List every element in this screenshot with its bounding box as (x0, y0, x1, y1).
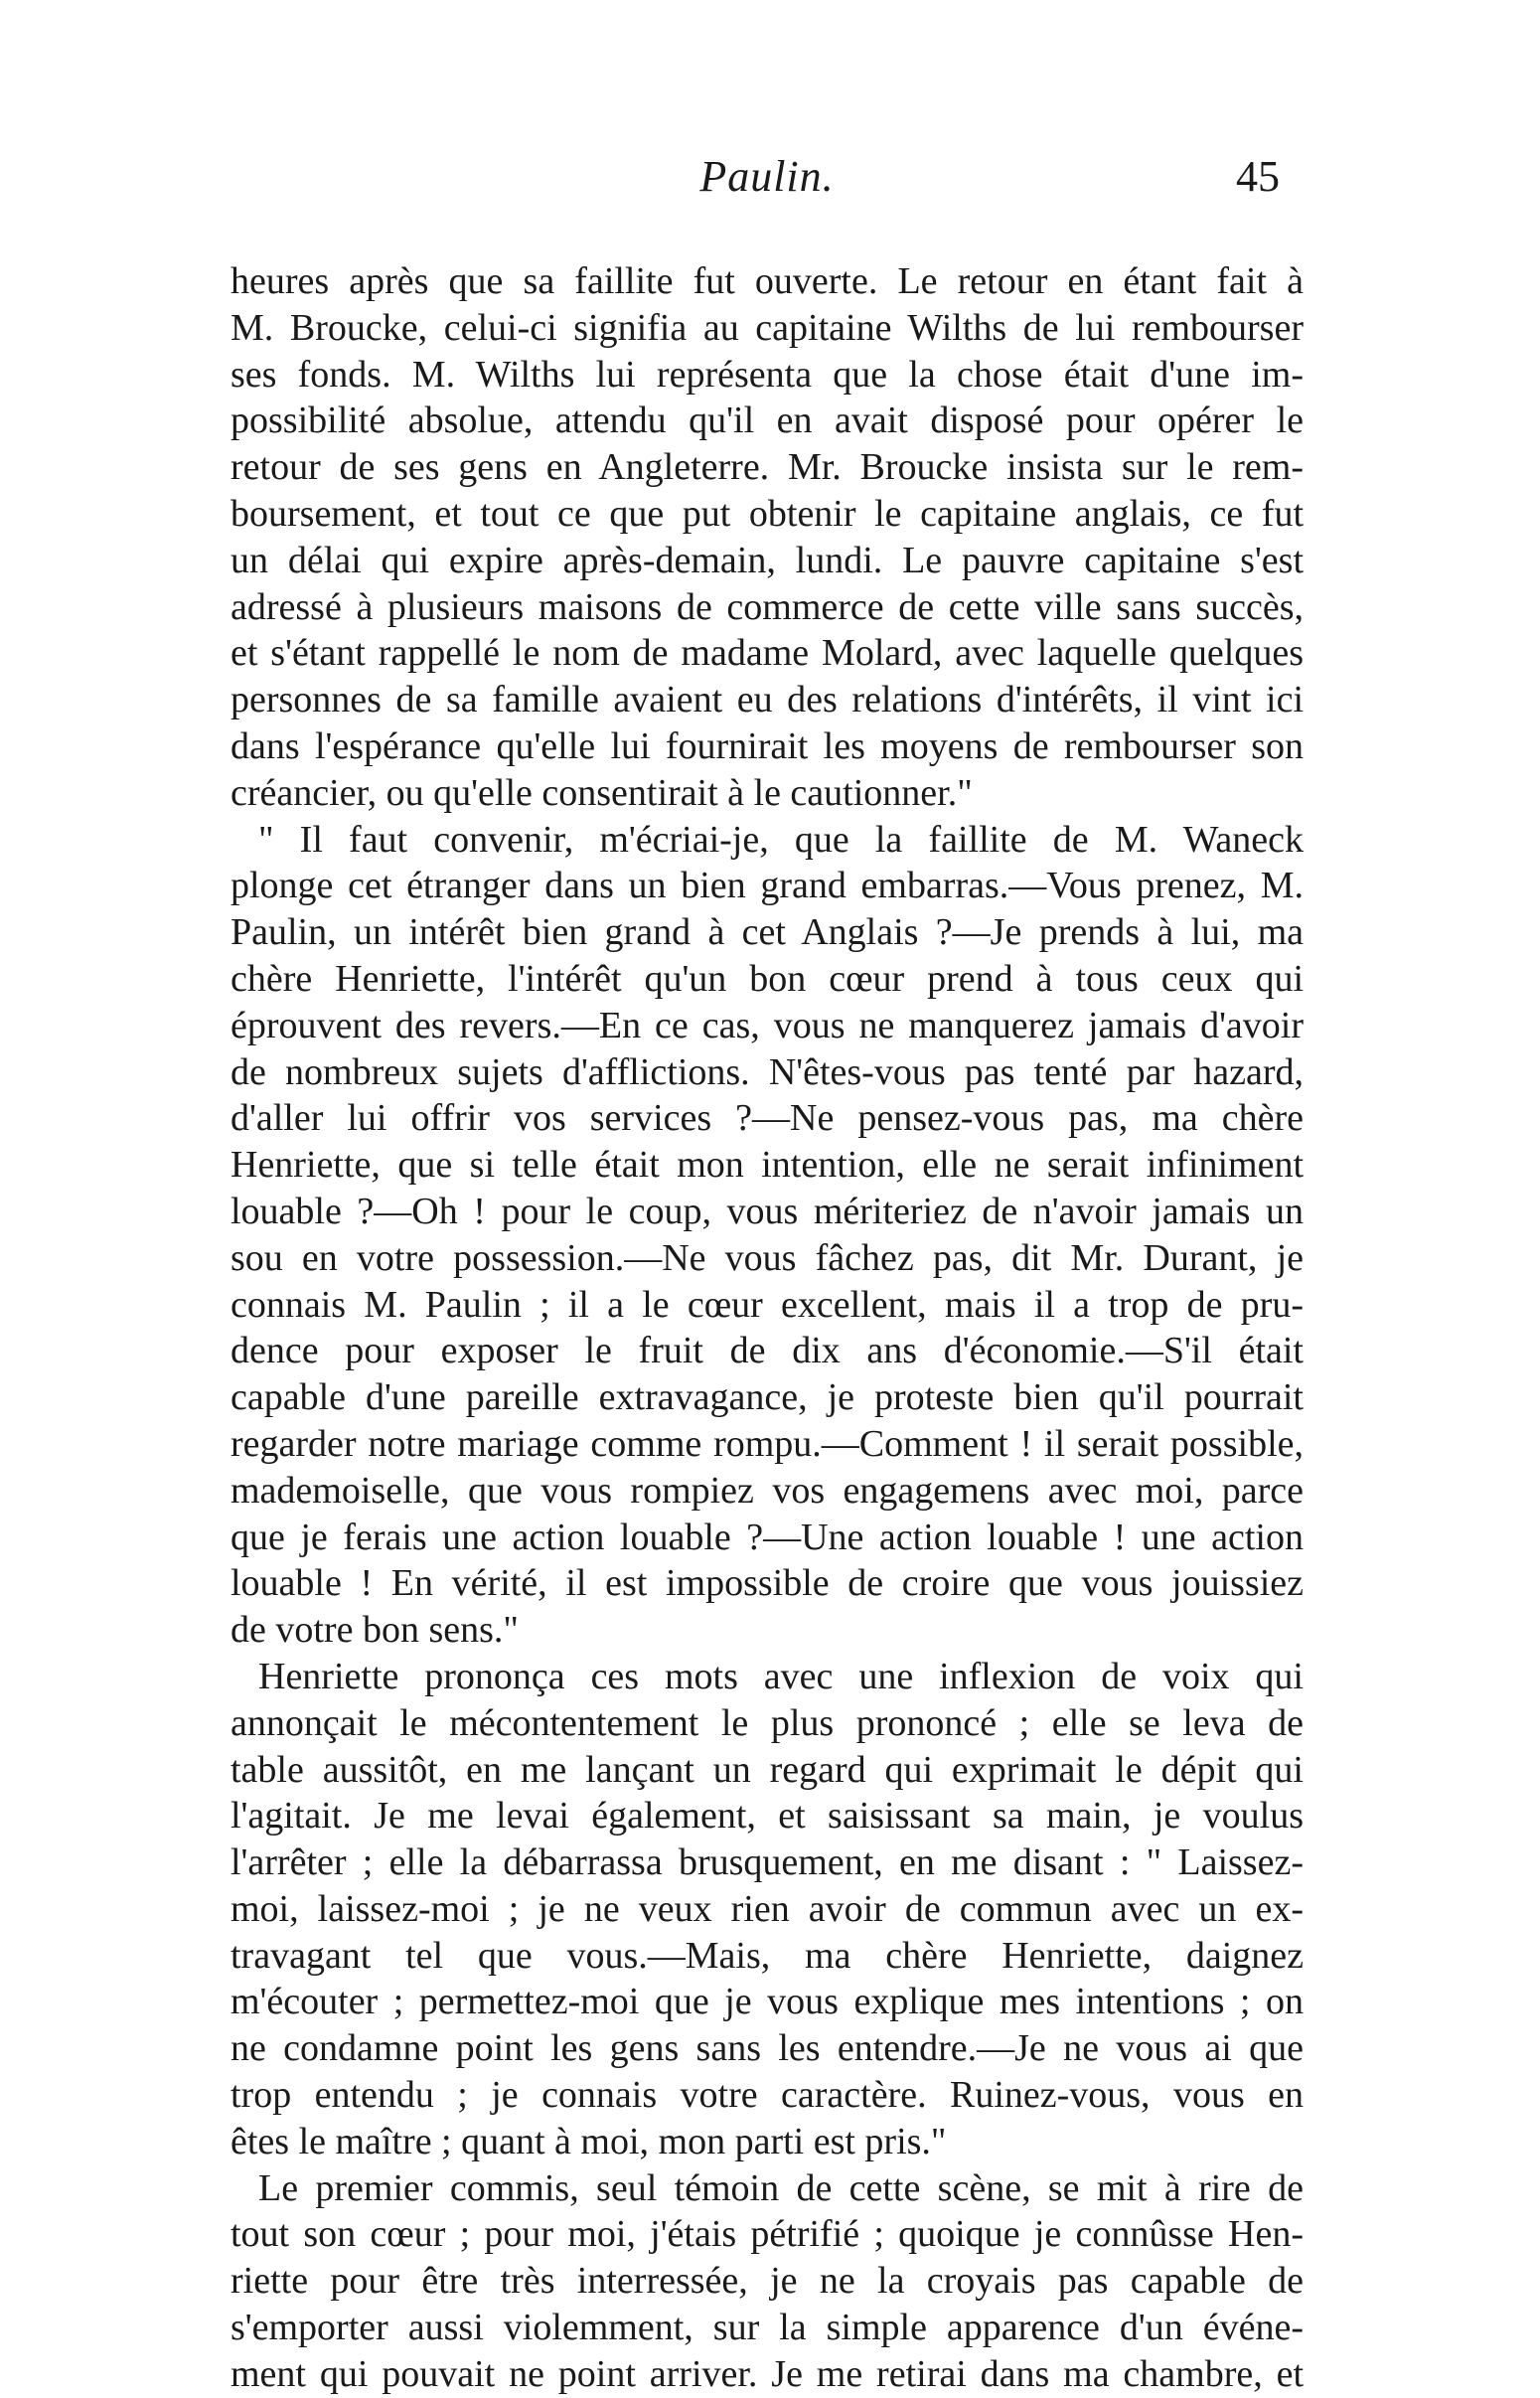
text-line: que je ferais une action louable ?—Une action louable ! une action (231, 1516, 1304, 1558)
text-line: plonge cet étranger dans un bien grand embarras.—Vous prenez, M. (231, 865, 1304, 907)
text-line: l'agitait. Je me levai également, et saisissant sa main, je voulus (231, 1795, 1304, 1838)
text-line: Henriette, que si telle était mon intention, elle ne serait infiniment (231, 1144, 1304, 1187)
text-line: dans l'espérance qu'elle lui fournirait les moyens de rembourser son (231, 724, 1304, 767)
text-line: Henriette prononça ces mots avec une inflexion de voix qui (258, 1655, 1304, 1697)
text-line: adressé à plusieurs maisons de commerce de cette ville sans succès, (231, 585, 1304, 628)
text-line: Le premier commis, seul témoin de cette scène, se mit à rire de (258, 2166, 1304, 2209)
text-line: louable ! En vérité, il est impossible de croire que vous jouissiez (231, 1562, 1304, 1605)
text-line: possibilité absolue, attendu qu'il en avait disposé pour opérer le (231, 400, 1304, 442)
text-line: un délai qui expire après-demain, lundi. Le pauvre capitaine s'est (231, 539, 1304, 581)
text-line: riette pour être très interressée, je ne la croyais pas capable de (231, 2260, 1304, 2303)
text-line: M. Broucke, celui-ci signifia au capitaine Wilths de lui rembourser (231, 306, 1304, 349)
text-line: l'arrêter ; elle la débarrassa brusquement, en me disant : " Laissez- (231, 1841, 1304, 1884)
text-line: ment qui pouvait ne point arriver. Je me retirai dans ma chambre, et (231, 2352, 1304, 2395)
body-text (231, 258, 1304, 2398)
text-line: louable ?—Oh ! pour le coup, vous mériteriez de n'avoir jamais un (231, 1190, 1304, 1232)
text-line: capable d'une pareille extravagance, je proteste bien qu'il pourrait (231, 1376, 1304, 1419)
text-line: dence pour exposer le fruit de dix ans d'économie.—S'il était (231, 1330, 1304, 1372)
text-line: personnes de sa famille avaient eu des relations d'intérêts, il vint ici (231, 679, 1304, 721)
text-line: annonçait le mécontentement le plus prononcé ; elle se leva de (231, 1701, 1304, 1744)
text-line: boursement, et tout ce que put obtenir le capitaine anglais, ce fut (231, 492, 1304, 535)
running-title: Paulin. (699, 152, 835, 201)
text-line: de nombreux sujets d'afflictions. N'êtes-vous pas tenté par hazard, (231, 1050, 1304, 1093)
text-line: chère Henriette, l'intérêt qu'un bon cœur prend à tous ceux qui (231, 957, 1304, 1000)
text-line: retour de ses gens en Angleterre. Mr. Broucke insista sur le rem- (231, 446, 1304, 489)
text-line: ne condamne point les gens sans les entendre.—Je ne vous ai que (231, 2027, 1304, 2070)
text-line: de votre bon sens." (231, 1609, 519, 1652)
text-line: moi, laissez-moi ; je ne veux rien avoir de commun avec un ex- (231, 1887, 1304, 1930)
text-line: tout son cœur ; pour moi, j'étais pétrifié ; quoique je connûsse Hen- (231, 2213, 1304, 2256)
text-line: d'aller lui offrir vos services ?—Ne pensez-vous pas, ma chère (231, 1097, 1304, 1140)
text-line: ses fonds. M. Wilths lui représenta que la chose était d'une im- (231, 353, 1304, 396)
text-line: s'emporter aussi violemment, sur la simple apparence d'un événe- (231, 2307, 1304, 2349)
text-line: table aussitôt, en me lançant un regard qui exprimait le dépit qui (231, 1748, 1304, 1791)
running-head (231, 149, 1304, 209)
text-line: éprouvent des revers.—En ce cas, vous ne manquerez jamais d'avoir (231, 1004, 1304, 1046)
text-line: regarder notre mariage comme rompu.—Comment ! il serait possible, (231, 1422, 1304, 1465)
text-line: êtes le maître ; quant à moi, mon parti est pris." (231, 2120, 947, 2162)
text-line: connais M. Paulin ; il a le cœur excellent, mais il a trop de pru- (231, 1283, 1304, 1326)
page-number: 45 (1236, 152, 1280, 201)
text-line: créancier, ou qu'elle consentirait à le cautionner." (231, 771, 973, 814)
text-line: et s'étant rappellé le nom de madame Molard, avec laquelle quelques (231, 632, 1304, 675)
text-line: m'écouter ; permettez-moi que je vous explique mes intentions ; on (231, 1981, 1304, 2023)
text-line: travagant tel que vous.—Mais, ma chère Henriette, daignez (231, 1934, 1304, 1977)
text-line: mademoiselle, que vous rompiez vos engagemens avec moi, parce (231, 1469, 1304, 1512)
text-line: " Il faut convenir, m'écriai-je, que la faillite de M. Waneck (258, 818, 1304, 861)
text-line: trop entendu ; je connais votre caractère. Ruinez-vous, vous en (231, 2074, 1304, 2117)
text-line: Paulin, un intérêt bien grand à cet Anglais ?—Je prends à lui, ma (231, 911, 1304, 954)
text-line: sou en votre possession.—Ne vous fâchez pas, dit Mr. Durant, je (231, 1236, 1304, 1279)
text-line: heures après que sa faillite fut ouverte. Le retour en étant fait à (231, 260, 1304, 302)
